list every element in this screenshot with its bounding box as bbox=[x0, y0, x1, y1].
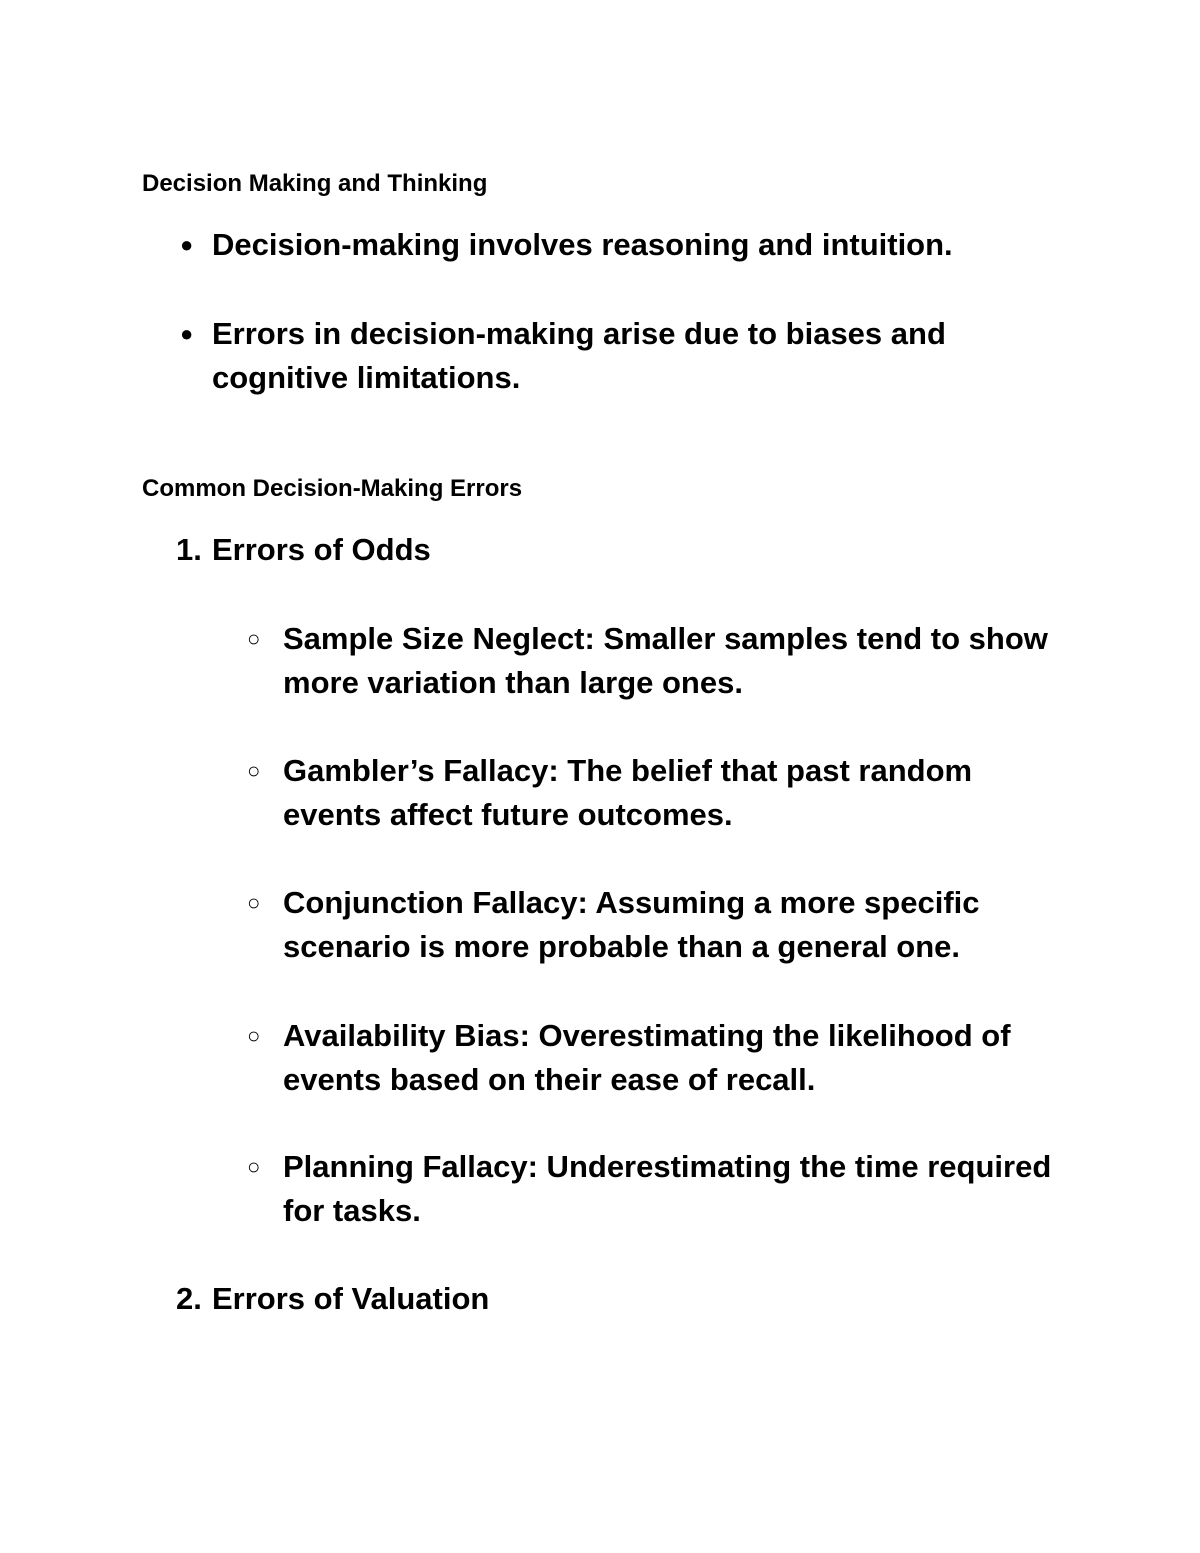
numbered-item bbox=[176, 1277, 1056, 1321]
bullet-item bbox=[180, 223, 1042, 267]
circle-bullet-marker: ○ bbox=[247, 890, 261, 915]
bullet-text: Decision-making involves reasoning and intuition. bbox=[212, 227, 953, 262]
bullet-marker: ● bbox=[180, 321, 194, 346]
sub-bullet-text: Sample Size Neglect: Smaller samples tend to show more variation than large ones. bbox=[283, 621, 1048, 700]
section-heading-common-errors: Common Decision-Making Errors bbox=[142, 475, 523, 502]
sub-bullet-text: Conjunction Fallacy: Assuming a more specific scenario is more probable than a general one. bbox=[283, 885, 980, 964]
item-number: 1. bbox=[176, 532, 202, 567]
sub-bullet-item bbox=[247, 1145, 1073, 1233]
circle-bullet-marker: ○ bbox=[247, 1023, 261, 1048]
bullet-item bbox=[180, 312, 1042, 400]
circle-bullet-marker: ○ bbox=[247, 758, 261, 783]
sub-bullet-text: Availability Bias: Overestimating the likelihood of events based on their ease of recall. bbox=[283, 1018, 1011, 1097]
circle-bullet-marker: ○ bbox=[247, 626, 261, 651]
item-title: Errors of Valuation bbox=[212, 1281, 490, 1316]
sub-bullet-item bbox=[247, 1014, 1073, 1102]
bullet-marker: ● bbox=[180, 232, 194, 257]
sub-bullet-text: Gambler’s Fallacy: The belief that past random events affect future outcomes. bbox=[283, 753, 973, 832]
circle-bullet-marker: ○ bbox=[247, 1154, 261, 1179]
sub-bullet-item bbox=[247, 617, 1073, 705]
sub-bullet-item bbox=[247, 749, 1073, 837]
sub-bullet-text: Planning Fallacy: Underestimating the time required for tasks. bbox=[283, 1149, 1052, 1228]
item-number: 2. bbox=[176, 1281, 202, 1316]
section-heading-decision-making: Decision Making and Thinking bbox=[142, 170, 488, 197]
bullet-text: Errors in decision-making arise due to biases and cognitive limitations. bbox=[212, 316, 946, 395]
numbered-item bbox=[176, 528, 1056, 572]
item-title: Errors of Odds bbox=[212, 532, 431, 567]
sub-bullet-item bbox=[247, 881, 1073, 969]
